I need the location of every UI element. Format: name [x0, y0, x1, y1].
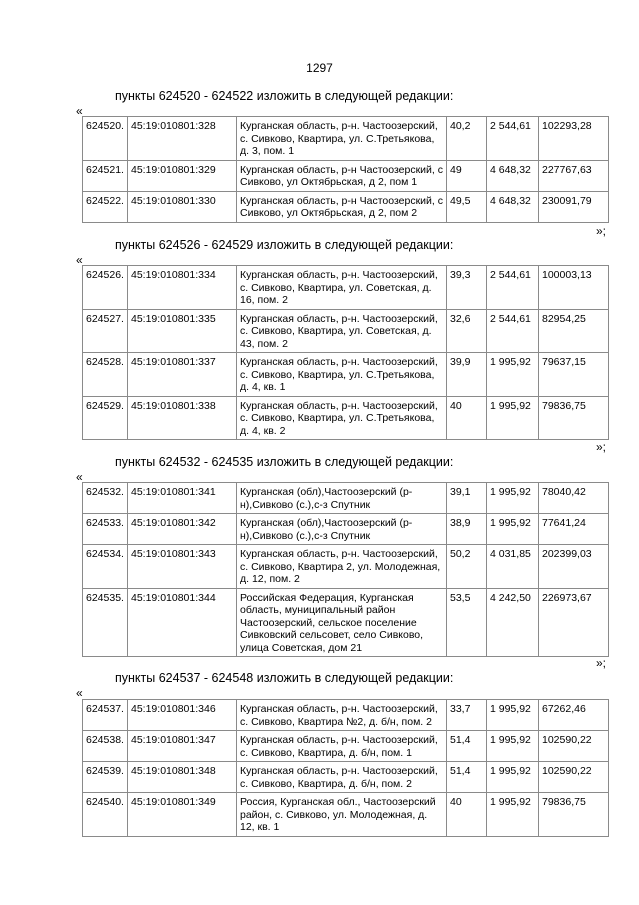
cadastral-value-cell: 79836,75 — [539, 396, 609, 440]
area-cell: 33,7 — [447, 700, 487, 731]
section-table — [82, 699, 609, 837]
section-table — [82, 116, 609, 223]
cadastral-value-cell: 230091,79 — [539, 191, 609, 222]
area-cell: 50,2 — [447, 545, 487, 589]
specific-value-cell: 1 995,92 — [487, 514, 539, 545]
section-table — [82, 265, 609, 440]
cadastral-number-cell: 45:19:010801:348 — [128, 762, 237, 793]
address-cell: Курганская область, р-н. Частоозерский, с. Сивково, Квартира, д. б/н, пом. 1 — [237, 731, 447, 762]
section-table — [82, 482, 609, 657]
cadastral-number-cell: 45:19:010801:334 — [128, 266, 237, 310]
address-cell: Курганская область, р-н. Частоозерский, с. Сивково, Квартира №2, д. б/н, пом. 2 — [237, 700, 447, 731]
close-quote: »; — [596, 224, 607, 238]
section-heading: пункты 624532 - 624535 изложить в следующей редакции: — [115, 455, 454, 469]
specific-value-cell: 4 242,50 — [487, 588, 539, 657]
row-number-cell: 624520. — [83, 117, 128, 161]
address-cell: Российская Федерация, Курганская область, муниципальный район Частоозерский, сельское поселение Сивковский сельсовет, село Сивково, улица Советская, дом 21 — [237, 588, 447, 657]
area-cell: 40 — [447, 793, 487, 837]
specific-value-cell: 1 995,92 — [487, 731, 539, 762]
address-cell: Курганская область, р-н. Частоозерский, с. Сивково, Квартира 2, ул. Молодежная, д. 12, пом. 2 — [237, 545, 447, 589]
row-number-cell: 624532. — [83, 483, 128, 514]
cadastral-number-cell: 45:19:010801:347 — [128, 731, 237, 762]
address-cell: Курганская область, р-н. Частоозерский, с. Сивково, Квартира, д. б/н, пом. 2 — [237, 762, 447, 793]
cadastral-value-cell: 226973,67 — [539, 588, 609, 657]
row-number-cell: 624527. — [83, 309, 128, 353]
section-heading: пункты 624537 - 624548 изложить в следующей редакции: — [115, 671, 454, 685]
specific-value-cell: 4 031,85 — [487, 545, 539, 589]
cadastral-number-cell: 45:19:010801:342 — [128, 514, 237, 545]
cadastral-number-cell: 45:19:010801:330 — [128, 191, 237, 222]
cadastral-number-cell: 45:19:010801:338 — [128, 396, 237, 440]
specific-value-cell: 2 544,61 — [487, 117, 539, 161]
row-number-cell: 624528. — [83, 353, 128, 397]
cadastral-value-cell: 102293,28 — [539, 117, 609, 161]
area-cell: 40,2 — [447, 117, 487, 161]
row-number-cell: 624533. — [83, 514, 128, 545]
specific-value-cell: 2 544,61 — [487, 266, 539, 310]
table-row — [83, 353, 609, 397]
specific-value-cell: 1 995,92 — [487, 353, 539, 397]
specific-value-cell: 4 648,32 — [487, 191, 539, 222]
address-cell: Курганская (обл),Частоозерский (р-н),Сивково (с.),с-з Спутник — [237, 483, 447, 514]
open-quote: « — [76, 686, 83, 700]
area-cell: 39,1 — [447, 483, 487, 514]
close-quote: »; — [596, 656, 607, 670]
specific-value-cell: 1 995,92 — [487, 396, 539, 440]
specific-value-cell: 2 544,61 — [487, 309, 539, 353]
table-row — [83, 191, 609, 222]
cadastral-value-cell: 102590,22 — [539, 762, 609, 793]
table-row — [83, 309, 609, 353]
table-row — [83, 545, 609, 589]
cadastral-number-cell: 45:19:010801:329 — [128, 160, 237, 191]
area-cell: 49,5 — [447, 191, 487, 222]
table-row — [83, 396, 609, 440]
row-number-cell: 624537. — [83, 700, 128, 731]
cadastral-number-cell: 45:19:010801:328 — [128, 117, 237, 161]
cadastral-number-cell: 45:19:010801:341 — [128, 483, 237, 514]
section-heading: пункты 624520 - 624522 изложить в следующей редакции: — [115, 89, 454, 103]
cadastral-number-cell: 45:19:010801:337 — [128, 353, 237, 397]
section-heading: пункты 624526 - 624529 изложить в следующей редакции: — [115, 238, 454, 252]
area-cell: 39,9 — [447, 353, 487, 397]
address-cell: Курганская (обл),Частоозерский (р-н),Сивково (с.),с-з Спутник — [237, 514, 447, 545]
row-number-cell: 624529. — [83, 396, 128, 440]
address-cell: Курганская область, р-н Частоозерский, с Сивково, ул Октябрьская, д 2, пом 1 — [237, 160, 447, 191]
table-row — [83, 700, 609, 731]
row-number-cell: 624535. — [83, 588, 128, 657]
row-number-cell: 624539. — [83, 762, 128, 793]
address-cell: Курганская область, р-н. Частоозерский, с. Сивково, Квартира, ул. С.Третьякова, д. 4, кв. 1 — [237, 353, 447, 397]
cadastral-number-cell: 45:19:010801:344 — [128, 588, 237, 657]
table-row — [83, 588, 609, 657]
cadastral-value-cell: 102590,22 — [539, 731, 609, 762]
area-cell: 38,9 — [447, 514, 487, 545]
area-cell: 53,5 — [447, 588, 487, 657]
specific-value-cell: 1 995,92 — [487, 793, 539, 837]
cadastral-number-cell: 45:19:010801:346 — [128, 700, 237, 731]
area-cell: 51,4 — [447, 762, 487, 793]
table-row — [83, 266, 609, 310]
address-cell: Россия, Курганская обл., Частоозерский район, с. Сивково, ул. Молодежная, д. 12, кв. 1 — [237, 793, 447, 837]
table-row — [83, 731, 609, 762]
area-cell: 39,3 — [447, 266, 487, 310]
cadastral-value-cell: 227767,63 — [539, 160, 609, 191]
address-cell: Курганская область, р-н. Частоозерский, с. Сивково, Квартира, ул. С.Третьякова, д. 3, пом. 1 — [237, 117, 447, 161]
address-cell: Курганская область, р-н. Частоозерский, с. Сивково, Квартира, ул. Советская, д. 16, пом. 2 — [237, 266, 447, 310]
open-quote: « — [76, 104, 83, 118]
table-row — [83, 762, 609, 793]
row-number-cell: 624534. — [83, 545, 128, 589]
cadastral-value-cell: 79637,15 — [539, 353, 609, 397]
table-row — [83, 117, 609, 161]
open-quote: « — [76, 470, 83, 484]
row-number-cell: 624540. — [83, 793, 128, 837]
area-cell: 49 — [447, 160, 487, 191]
cadastral-number-cell: 45:19:010801:349 — [128, 793, 237, 837]
table-row — [83, 483, 609, 514]
cadastral-number-cell: 45:19:010801:335 — [128, 309, 237, 353]
table-row — [83, 160, 609, 191]
row-number-cell: 624521. — [83, 160, 128, 191]
cadastral-value-cell: 78040,42 — [539, 483, 609, 514]
row-number-cell: 624522. — [83, 191, 128, 222]
row-number-cell: 624526. — [83, 266, 128, 310]
specific-value-cell: 1 995,92 — [487, 762, 539, 793]
cadastral-value-cell: 100003,13 — [539, 266, 609, 310]
specific-value-cell: 1 995,92 — [487, 700, 539, 731]
cadastral-number-cell: 45:19:010801:343 — [128, 545, 237, 589]
open-quote: « — [76, 253, 83, 267]
address-cell: Курганская область, р-н. Частоозерский, с. Сивково, Квартира, ул. С.Третьякова, д. 4, кв. 2 — [237, 396, 447, 440]
cadastral-value-cell: 82954,25 — [539, 309, 609, 353]
row-number-cell: 624538. — [83, 731, 128, 762]
area-cell: 51,4 — [447, 731, 487, 762]
cadastral-value-cell: 79836,75 — [539, 793, 609, 837]
table-row — [83, 793, 609, 837]
table-row — [83, 514, 609, 545]
cadastral-value-cell: 77641,24 — [539, 514, 609, 545]
area-cell: 32,6 — [447, 309, 487, 353]
specific-value-cell: 4 648,32 — [487, 160, 539, 191]
address-cell: Курганская область, р-н. Частоозерский, с. Сивково, Квартира, ул. Советская, д. 43, пом. 2 — [237, 309, 447, 353]
close-quote: »; — [596, 440, 607, 454]
address-cell: Курганская область, р-н Частоозерский, с Сивково, ул Октябрьская, д 2, пом 2 — [237, 191, 447, 222]
specific-value-cell: 1 995,92 — [487, 483, 539, 514]
page-number: 1297 — [306, 61, 333, 75]
cadastral-value-cell: 67262,46 — [539, 700, 609, 731]
area-cell: 40 — [447, 396, 487, 440]
cadastral-value-cell: 202399,03 — [539, 545, 609, 589]
